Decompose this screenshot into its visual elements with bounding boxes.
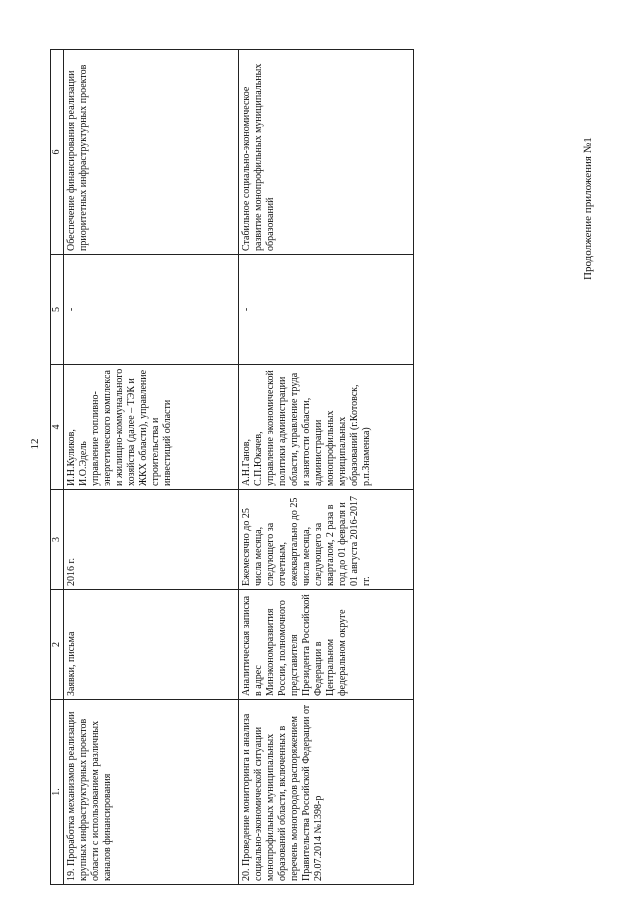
column-header: 3 <box>51 490 64 590</box>
responsible-cell: А.Н.Ганов, С.П.Юкачев, управление экономической политики администрации области, управление труда и занятости области, администрации монопрофильных муниципальных образований (г.Котовск, р.п.Знаменка) <box>239 365 414 490</box>
funding-cell: - <box>64 255 239 365</box>
column-header: 5 <box>51 255 64 365</box>
column-header: 2 <box>51 590 64 700</box>
funding-cell: - <box>239 255 414 365</box>
table-row <box>64 50 239 885</box>
result-cell: Стабильное социально-экономическое развитие монопрофильных муниципальных образований <box>239 50 414 255</box>
document-type-cell: Аналитическая записка в адрес Минэкономразвития России, полномочного представителя Президента Российской Федерации в Центральном федеральном округе <box>239 590 414 700</box>
page-number: 12 <box>29 438 41 450</box>
responsible-cell: И.Н.Куликов, И.О.Эдель управление топливно-энергетического комплекса и жилищно-коммунального хозяйства (далее – ТЭК и ЖКХ области), управление строительства и инвестиций области <box>64 365 239 490</box>
result-cell: Обеспечение финансирования реализации приоритетных инфраструктурных проектов <box>64 50 239 255</box>
activity-cell: 19. Проработка механизмов реализации крупных инфраструктурных проектов области с использованием различных каналов финансирования <box>64 700 239 885</box>
column-header: 6 <box>51 50 64 255</box>
activity-cell: 20. Проведение мониторинга и анализа социально-экономической ситуации монопрофильных муниципальных образований области, включенных в перечень моногородов распоряжением Правительства Российской Федерации от 29.07.2014 №1398-р <box>239 700 414 885</box>
column-header: 1. <box>51 700 64 885</box>
column-header: 4 <box>51 365 64 490</box>
deadline-cell: 2016 г. <box>64 490 239 590</box>
deadline-cell: Ежемесячно до 25 числа месяца, следующего за отчетным, ежеквартально до 25 числа месяца, следующего за кварталом, 2 раза в год до 01 февраля и 01 августа 2016-2017 гг. <box>239 490 414 590</box>
header-row <box>51 50 64 885</box>
table-row <box>239 50 414 885</box>
document-type-cell: Заявки, письма <box>64 590 239 700</box>
continuation-note: Продолжение приложения №1 <box>582 137 594 280</box>
plan-table <box>50 49 414 885</box>
appendix-table <box>50 50 560 885</box>
